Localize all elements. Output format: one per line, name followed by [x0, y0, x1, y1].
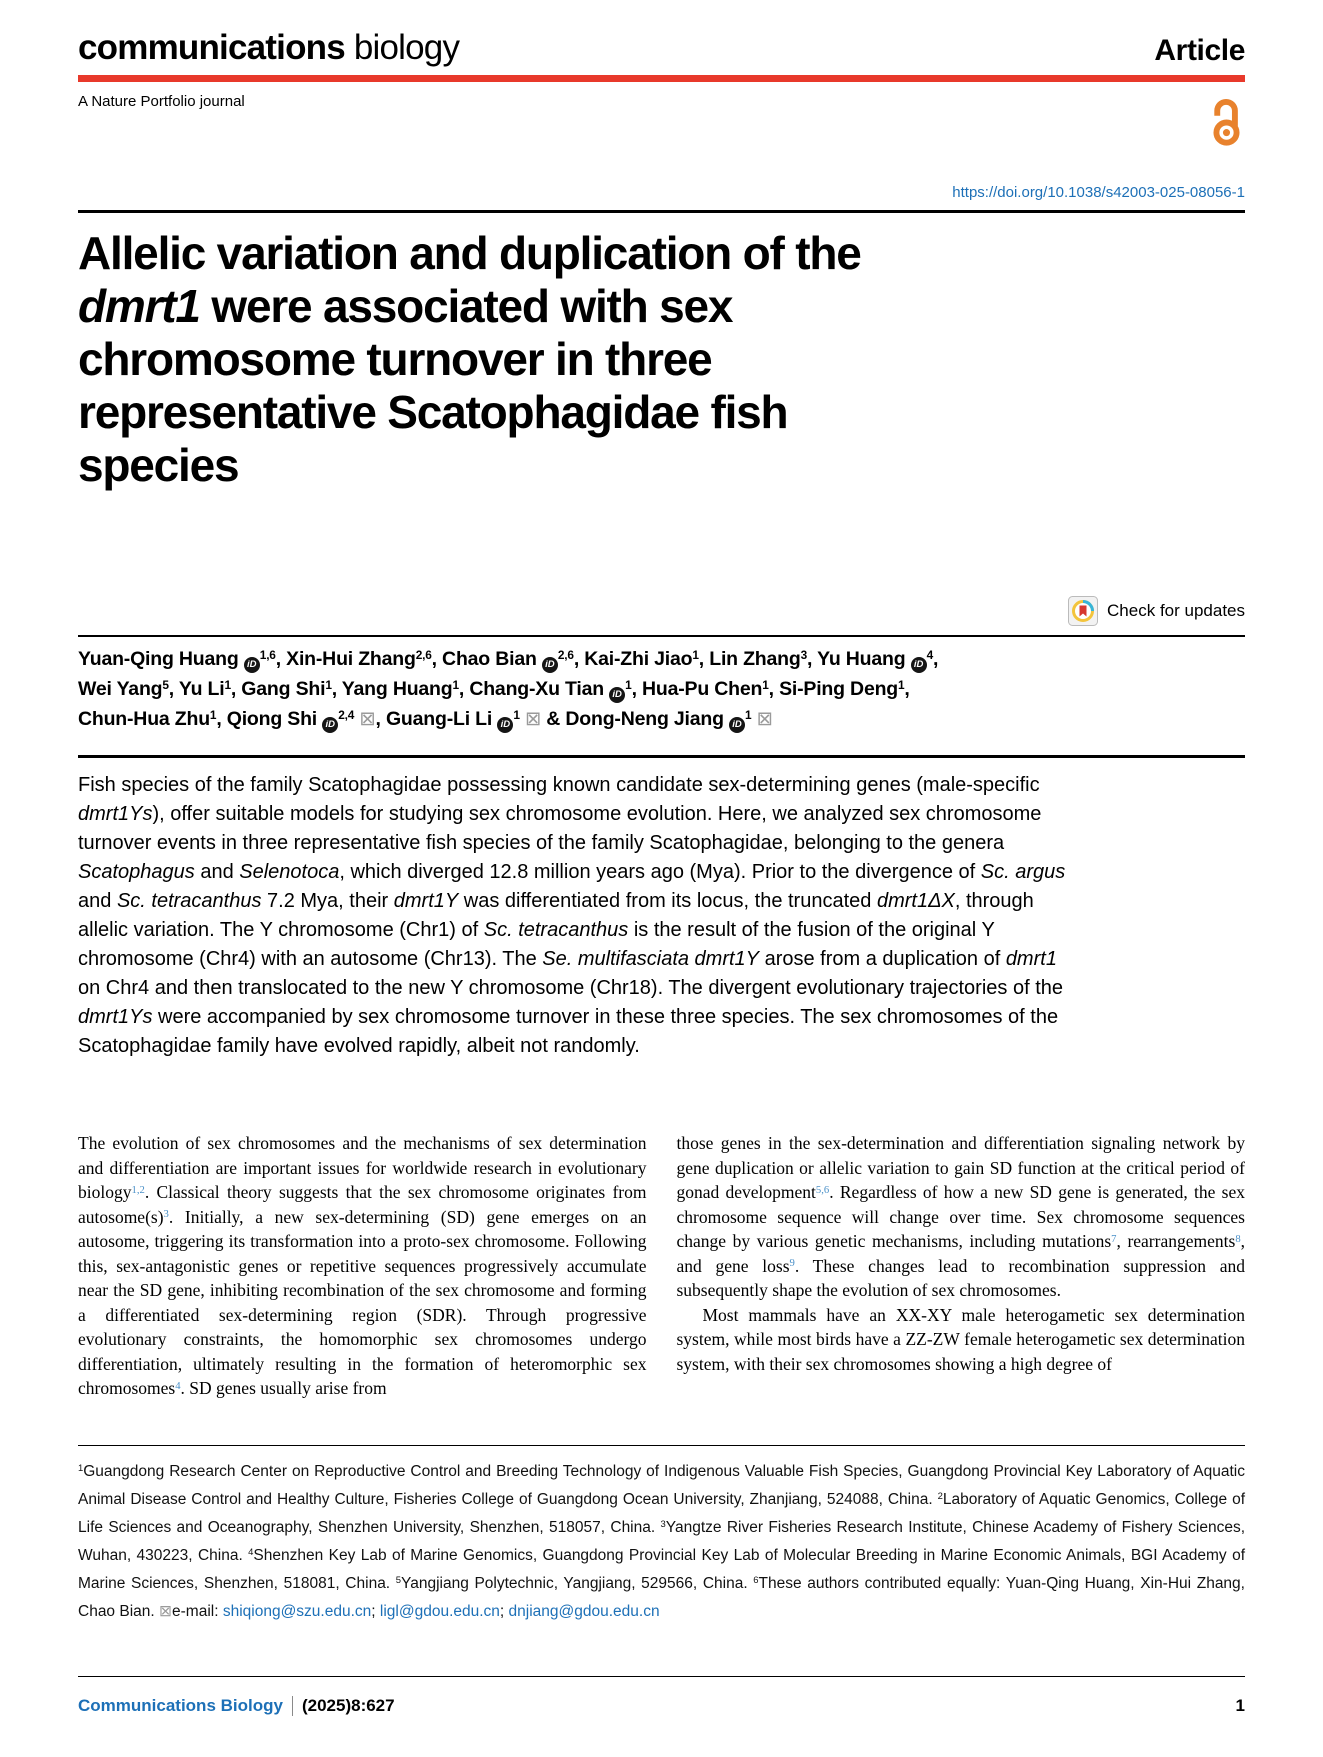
orcid-icon[interactable]: iD [729, 717, 745, 733]
doi-link[interactable]: https://doi.org/10.1038/s42003-025-08056-1 [952, 184, 1245, 201]
reference-link[interactable]: 9 [789, 1257, 795, 1270]
body-paragraph: those genes in the sex-determination and differentiation signaling network by gene duplication or allelic variation to gain SD function at the critical period of gonad development$^{5,6}$. Regardless of how a new SD gene is generated, the sex chromosome sequence will change over time. Sex chromosome sequences change by various genetic mechanisms, including mutations$^7$, rearrangements$^8$, and gene loss$^9$. These changes lead to recombination suppression and subsequently shape the evolution of sex chromosomes. [676, 1133, 1246, 1300]
email-link[interactable]: dnjiang@gdou.edu.cn [508, 1602, 660, 1620]
reference-link[interactable]: 7 [1111, 1232, 1117, 1245]
author-line: Wei Yang$^5$, Yu Li$^1$, Gang Shi$^1$, Yang Huang$^1$, Chang-Xu Tian $iD^1$, Hua-Pu Chen$^1$, Si-Ping Deng$^1$, [78, 674, 1245, 704]
reference-link[interactable]: 8 [1235, 1232, 1241, 1245]
check-for-updates-icon [1068, 596, 1098, 626]
footer-rule [78, 1676, 1245, 1677]
abstract: Fish species of the family Scatophagidae possessing known candidate sex-determining genes (male-specific dmrt1Ys), offer suitable models for studying sex chromosome evolution. Here, we analyzed sex chromosome turnover events in three representative fish species of the family Scatophagidae, belonging to the genera Scatophagus and Selenotoca, which diverged 12.8 million years ago (Mya). Prior to the divergence of Sc. argus and Sc. tetracanthus 7.2 Mya, their dmrt1Y was differentiated from its locus, the truncated dmrt1ΔX, through allelic variation. The Y chromosome (Chr1) of Sc. tetracanthus is the result of the fusion of the original Y chromosome (Chr4) with an autosome (Chr13). The Se. multifasciata dmrt1Y arose from a duplication of dmrt1 on Chr4 and then translocated to the new Y chromosome (Chr18). The divergent evolutionary trajectories of the dmrt1Ys were accompanied by sex chromosome turnover in these three species. The sex chromosomes of the Scatophagidae family have evolved rapidly, albeit not randomly. [78, 774, 1066, 1057]
title-line: dmrt1 were associated with sex [78, 280, 733, 332]
title-line: Allelic variation and duplication of the [78, 227, 861, 279]
mail-icon[interactable]: ⊠ [524, 708, 542, 730]
masthead [78, 28, 1245, 68]
affiliations-footnote: $^1$Guangdong Research Center on Reproductive Control and Breeding Technology of Indigenous Valuable Fish Species, Guangdong Provincial Key Laboratory of Aquatic Animal Disease Control and Healthy Culture, Fisheries College of Guangdong Ocean University, Zhanjiang, 524088, China. $^2$Laboratory of Aquatic Genomics, College of Life Sciences and Oceanography, Shenzhen University, Shenzhen, 518057, China. $^3$Yangtze River Fisheries Research Institute, Chinese Academy of Fishery Sciences, Wuhan, 430223, China. $^4$Shenzhen Key Lab of Marine Genomics, Guangdong Provincial Key Lab of Molecular Breeding in Marine Economic Animals, BGI Academy of Marine Sciences, Shenzhen, 518081, China. $^5$Yangjiang Polytechnic, Yangjiang, 529566, China. $^6$These authors contributed equally: Yuan-Qing Huang, Xin-Hui Zhang, Chao Bian. ⊠e-mail: shiqiong@szu.edu.cn; ligl@gdou.edu.cn; dnjiang@gdou.edu.cn [78, 1462, 1246, 1620]
check-for-updates-badge[interactable] [1068, 596, 1245, 626]
footnote-rule [78, 1445, 1245, 1446]
footer-citation: (2025)8:627 [292, 1696, 395, 1716]
body-right-column [677, 1131, 1246, 1401]
journal-logo-bold: communications [78, 28, 345, 67]
reference-link[interactable]: 5,6 [815, 1183, 830, 1196]
footer-citation-group [78, 1696, 395, 1716]
reference-link[interactable]: 1,2 [131, 1183, 145, 1196]
email-link[interactable]: shiqiong@szu.edu.cn [222, 1602, 372, 1620]
abstract-top-rule [78, 755, 1245, 758]
author-line: Chun-Hua Zhu$^1$, Qiong Shi iD$^{2,4}$ ⊠, Guang-Li Li $iD^1$ ⊠ & Dong-Neng Jiang $iD^1$ ⊠ [78, 704, 1245, 734]
mail-icon[interactable]: ⊠ [756, 708, 773, 730]
body-paragraph: The evolution of sex chromosomes and the mechanisms of sex determination and differentiation are important issues for worldwide research in evolutionary biology$^{1,2}$. Classical theory suggests that the sex chromosome originates from autosome(s)$^3$. Initially, a new sex-determining (SD) gene emerges on an autosome, triggering its transformation into a proto-sex chromosome. Following this, sex-antagonistic genes or repetitive sequences progressively accumulate near the SD gene, inhibiting recombination of the sex chromosome and forming a differentiated sex-determining region (SDR). Through progressive evolutionary constraints, the homomorphic sex chromosomes undergo differentiation, ultimately resulting in the formation of heteromorphic sex chromosomes$^4$. SD genes usually arise from [78, 1133, 647, 1398]
orcid-icon[interactable]: iD [542, 657, 558, 673]
authors-top-rule [78, 635, 1245, 637]
orcid-icon[interactable]: iD [911, 657, 927, 673]
orcid-icon[interactable]: iD [497, 717, 513, 733]
journal-logo [78, 28, 459, 68]
check-for-updates-row [78, 596, 1245, 626]
title-line: chromosome turnover in three [78, 333, 712, 385]
email-link[interactable]: ligl@gdou.edu.cn [379, 1602, 500, 1620]
body-left-column [78, 1131, 647, 1401]
orcid-icon[interactable]: iD [322, 717, 338, 733]
page-number: 1 [1235, 1696, 1245, 1715]
mail-icon[interactable]: ⊠ [159, 1602, 172, 1620]
body-columns [78, 1131, 1245, 1401]
footer-journal-link[interactable]: Communications Biology [78, 1696, 283, 1715]
article-type-label: Article [1154, 34, 1245, 67]
open-access-icon [1208, 98, 1245, 152]
title-line: species [78, 439, 239, 491]
body-paragraph: Most mammals have an XX-XY male heterogametic sex determination system, while most birds have a ZZ-ZW female heterogametic sex determination system, with their sex chromosomes showing a high degree of [676, 1304, 1245, 1374]
journal-tagline: A Nature Portfolio journal [78, 93, 245, 110]
title-line: representative Scatophagidae fish [78, 386, 788, 438]
orcid-icon[interactable]: iD [609, 687, 625, 703]
title-top-rule [78, 210, 1245, 213]
journal-logo-light: biology [344, 28, 460, 67]
reference-link[interactable]: 3 [163, 1208, 169, 1221]
author-line: Yuan-Qing Huang iD$^{1,6}$, Xin-Hui Zhang$^{2,6}$, Chao Bian iD$^{2,6}$, Kai-Zhi Jiao$^1$, Lin Zhang$^3$, Yu Huang $iD^4$, [78, 644, 1245, 674]
mail-icon[interactable]: ⊠ [359, 708, 376, 730]
page-footer [78, 1676, 1245, 1716]
check-for-updates-label: Check for updates [1107, 601, 1245, 620]
author-list [78, 644, 1245, 734]
reference-link[interactable]: 4 [175, 1379, 181, 1392]
orcid-icon[interactable]: iD [244, 657, 260, 673]
article-title [78, 227, 1245, 492]
doi-row [78, 184, 1245, 201]
masthead-divider [78, 75, 1245, 82]
